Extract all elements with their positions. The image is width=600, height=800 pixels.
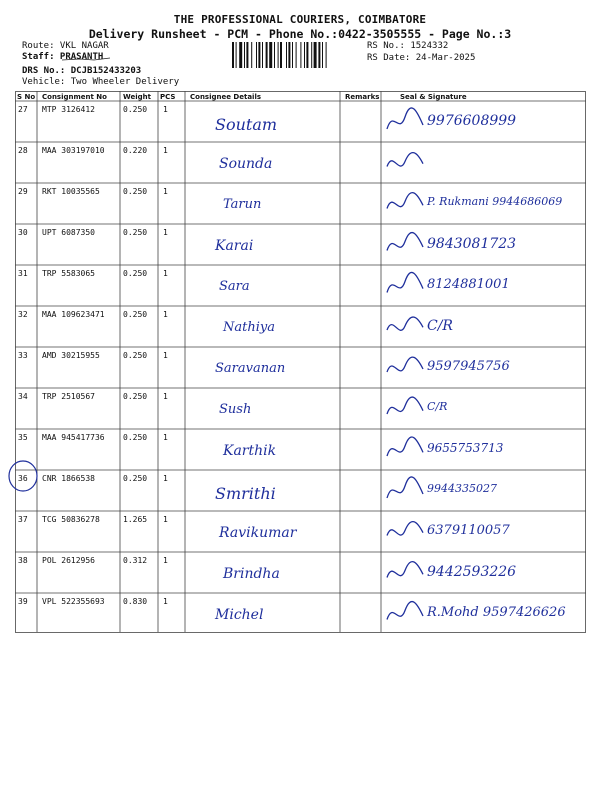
cell-pcs: 1	[163, 597, 168, 606]
cell-pcs: 1	[163, 474, 168, 483]
consignee-handwriting: Karai	[215, 238, 254, 254]
consignee-handwriting: Ravikumar	[219, 525, 297, 541]
seal-signature-handwriting: P. Rukmani 9944686069	[427, 195, 563, 208]
cell-weight: 0.250	[123, 310, 148, 319]
col-header-weight: Weight	[123, 93, 151, 101]
seal-signature-handwriting: 9442593226	[427, 564, 517, 580]
consignee-handwriting: Tarun	[223, 197, 262, 212]
barcode-bar	[292, 42, 293, 68]
cell-sno: 31	[18, 269, 28, 278]
consignee-handwriting: Michel	[215, 607, 264, 623]
barcode-bar	[244, 42, 245, 68]
cell-consignment-no: MAA 303197010	[42, 146, 105, 155]
col-header-pcs: PCS	[160, 93, 176, 101]
cell-weight: 0.220	[123, 146, 148, 155]
signature-scribble	[383, 353, 427, 383]
barcode-bar	[236, 42, 237, 68]
cell-weight: 1.265	[123, 515, 148, 524]
cell-sno: 27	[18, 105, 28, 114]
cell-consignment-no: MAA 109623471	[42, 310, 105, 319]
barcode-bar	[256, 42, 257, 68]
cell-consignment-no: UPT 6087350	[42, 228, 95, 237]
signature-scribble	[383, 558, 427, 588]
signature-scribble	[383, 107, 427, 137]
barcode-bar	[296, 42, 297, 68]
cell-pcs: 1	[163, 105, 168, 114]
cell-consignment-no: AMD 30215955	[42, 351, 100, 360]
barcode-bar	[239, 42, 242, 68]
cell-sno: 37	[18, 515, 28, 524]
col-header-seal: Seal & Signature	[400, 93, 467, 101]
signature-scribble	[383, 230, 427, 260]
barcode-bar	[304, 42, 305, 68]
cell-sno: 30	[18, 228, 28, 237]
cell-consignment-no: POL 2612956	[42, 556, 95, 565]
barcode-bar	[286, 42, 287, 68]
cell-consignment-no: RKT 10035565	[42, 187, 100, 196]
seal-signature-handwriting: 9976608999	[427, 113, 517, 129]
cell-pcs: 1	[163, 392, 168, 401]
seal-signature-handwriting: 6379110057	[427, 523, 510, 538]
seal-signature-handwriting: 9655753713	[427, 441, 504, 455]
cell-consignment-no: TRP 2510567	[42, 392, 95, 401]
barcode-bar	[269, 42, 272, 68]
cell-sno: 29	[18, 187, 28, 196]
vehicle-label: Vehicle: Two Wheeler Delivery	[22, 77, 180, 87]
cell-sno: 28	[18, 146, 28, 155]
barcode-bar	[266, 42, 268, 68]
cell-sno: 38	[18, 556, 28, 565]
barcode-bar	[280, 42, 282, 68]
barcode-bar	[322, 42, 323, 68]
consignee-handwriting: Sara	[219, 279, 250, 294]
col-header-sno: S No	[17, 93, 36, 101]
barcode-icon	[232, 42, 360, 68]
signature-scribble	[383, 312, 427, 342]
barcode-bar	[262, 42, 263, 68]
barcode-bar	[246, 42, 248, 68]
company-title: THE PROFESSIONAL COURIERS, COIMBATORE	[173, 13, 427, 26]
cell-pcs: 1	[163, 556, 168, 565]
barcode-bar	[311, 42, 312, 68]
consignee-handwriting: Nathiya	[223, 320, 275, 335]
cell-pcs: 1	[163, 269, 168, 278]
cell-weight: 0.312	[123, 556, 148, 565]
rs-no-label: RS No.: 1524332	[367, 41, 449, 51]
signature-scribble	[383, 476, 427, 506]
consignee-handwriting: Sush	[219, 402, 252, 417]
seal-signature-handwriting: R.Mohd 9597426626	[427, 605, 566, 620]
cell-weight: 0.250	[123, 351, 148, 360]
barcode-bar	[258, 42, 260, 68]
cell-pcs: 1	[163, 187, 168, 196]
cell-pcs: 1	[163, 228, 168, 237]
cell-pcs: 1	[163, 351, 168, 360]
seal-signature-handwriting: 8124881001	[427, 277, 510, 292]
signature-scribble	[383, 435, 427, 465]
cell-weight: 0.250	[123, 392, 148, 401]
runsheet-subtitle: Delivery Runsheet - PCM - Phone No.:0422-3505555 - Page No.:3	[88, 27, 512, 41]
signature-scribble	[383, 189, 427, 219]
barcode-bar	[300, 42, 301, 68]
barcode-bar	[318, 42, 320, 68]
circle-mark-icon	[6, 458, 40, 494]
seal-signature-handwriting: C/R	[427, 400, 448, 413]
col-header-remarks: Remarks	[345, 93, 380, 101]
signature-scribble	[383, 517, 427, 547]
staff-scribble	[60, 52, 120, 64]
cell-pcs: 1	[163, 433, 168, 442]
signature-scribble	[383, 394, 427, 424]
seal-signature-handwriting: 9843081723	[427, 236, 517, 252]
signature-scribble	[383, 271, 427, 301]
barcode-bar	[288, 42, 290, 68]
signature-scribble	[383, 599, 427, 629]
cell-weight: 0.250	[123, 474, 148, 483]
cell-weight: 0.830	[123, 597, 148, 606]
consignee-handwriting: Soutam	[215, 115, 278, 134]
seal-signature-handwriting: 9944335027	[427, 482, 497, 495]
consignee-handwriting: Sounda	[219, 156, 273, 172]
barcode-bar	[232, 42, 234, 68]
cell-consignment-no: TRP 5583065	[42, 269, 95, 278]
barcode-bar	[251, 42, 252, 68]
cell-weight: 0.250	[123, 187, 148, 196]
signature-scribble	[383, 148, 427, 178]
cell-sno: 39	[18, 597, 28, 606]
cell-sno: 35	[18, 433, 28, 442]
cell-sno: 33	[18, 351, 28, 360]
cell-consignment-no: VPL 522355693	[42, 597, 105, 606]
seal-signature-handwriting: C/R	[427, 318, 453, 334]
barcode-bar	[314, 42, 317, 68]
consignee-handwriting: Smrithi	[215, 484, 276, 503]
drs-label: DRS No.: DCJB152433203	[22, 66, 142, 76]
seal-signature-handwriting: 9597945756	[427, 359, 510, 374]
cell-sno: 36	[18, 474, 28, 483]
cell-weight: 0.250	[123, 105, 148, 114]
cell-consignment-no: CNR 1866538	[42, 474, 95, 483]
barcode-bar	[274, 42, 275, 68]
cell-pcs: 1	[163, 146, 168, 155]
cell-pcs: 1	[163, 515, 168, 524]
staff-label: Staff: PRASANTH	[22, 52, 104, 62]
route-label: Route: VKL NAGAR	[22, 41, 109, 51]
runsheet-table	[15, 91, 586, 633]
cell-consignment-no: MTP 3126412	[42, 105, 95, 114]
cell-sno: 34	[18, 392, 28, 401]
consignee-handwriting: Brindha	[223, 566, 280, 582]
barcode-bar	[306, 42, 308, 68]
col-header-consignee: Consignee Details	[190, 93, 262, 101]
cell-weight: 0.250	[123, 269, 148, 278]
rs-date-label: RS Date: 24-Mar-2025	[367, 53, 476, 63]
cell-weight: 0.250	[123, 228, 148, 237]
barcode-bar	[278, 42, 279, 68]
cell-sno: 32	[18, 310, 28, 319]
cell-consignment-no: MAA 945417736	[42, 433, 105, 442]
cell-weight: 0.250	[123, 433, 148, 442]
consignee-handwriting: Saravanan	[215, 361, 286, 376]
cell-pcs: 1	[163, 310, 168, 319]
col-header-consignment: Consignment No	[42, 93, 107, 101]
consignee-handwriting: Karthik	[223, 443, 277, 459]
cell-consignment-no: TCG 50836278	[42, 515, 100, 524]
barcode-bar	[326, 42, 327, 68]
